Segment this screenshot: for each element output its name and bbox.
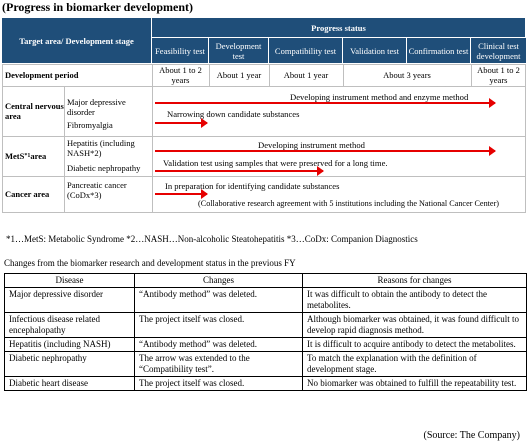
reason-cell: No biomarker was obtained to fulfill the repeatability test. bbox=[303, 377, 527, 391]
arrow-diabetic-nephropathy bbox=[155, 170, 323, 172]
note-instrument-enzyme: Developing instrument method and enzyme method bbox=[290, 92, 469, 102]
source-note: (Source: The Company) bbox=[423, 430, 520, 441]
period-feasibility: About 1 to 2 years bbox=[159, 65, 202, 85]
item-pancreatic-cancer: Pancreatic cancer (CoDx*3) bbox=[67, 180, 127, 200]
changes-table bbox=[4, 273, 527, 391]
header-changes: Changes bbox=[135, 274, 303, 288]
stage-clinical: Clinical test development bbox=[471, 38, 526, 64]
disease-cell: Major depressive disorder bbox=[5, 288, 135, 313]
item-hepatitis: Hepatitis (including NASH*2) bbox=[67, 138, 135, 158]
header-reasons: Reasons for changes bbox=[303, 274, 527, 288]
area-mets bbox=[2, 136, 64, 176]
footnote: *1…MetS: Metabolic Syndrome *2…NASH…Non-alcoholic Steatohepatitis *3…CoDx: Companion Diagnostics bbox=[6, 234, 418, 244]
table-row bbox=[5, 288, 527, 313]
reason-cell: Although biomarker was obtained, it was found difficult to develop rapid diagnosis method. bbox=[303, 313, 527, 338]
disease-cell: Diabetic nephropathy bbox=[5, 352, 135, 377]
disease-cell: Infectious disease related encephalopathy bbox=[5, 313, 135, 338]
change-cell: The project itself was closed. bbox=[135, 377, 303, 391]
stage-validation: Validation test bbox=[343, 38, 407, 64]
table-row bbox=[5, 352, 527, 377]
arrow-major-depressive bbox=[155, 102, 495, 104]
changes-header-row bbox=[5, 274, 527, 288]
reason-cell: To match the explanation with the definition of development stage. bbox=[303, 352, 527, 377]
stage-development: Development test bbox=[209, 38, 269, 64]
area-mets-suffix: area bbox=[30, 151, 47, 161]
stage-feasibility: Feasibility test bbox=[152, 38, 209, 64]
area-central-nervous: Central nervous area bbox=[5, 101, 64, 121]
stage-confirmation: Confirmation test bbox=[407, 38, 471, 64]
period-compatibility: About 1 year bbox=[283, 70, 329, 80]
disease-cell: Diabetic heart disease bbox=[5, 377, 135, 391]
page-title: (Progress in biomarker development) bbox=[2, 0, 193, 14]
area-mets-label: MetS bbox=[5, 151, 25, 161]
table-row bbox=[5, 338, 527, 352]
table-row bbox=[5, 313, 527, 338]
reason-cell: It was difficult to obtain the antibody to detect the metabolites. bbox=[303, 288, 527, 313]
target-area-header: Target area/ Development stage bbox=[2, 18, 152, 64]
period-development: About 1 year bbox=[216, 70, 262, 80]
note-narrowing-down: Narrowing down candidate substances bbox=[167, 109, 300, 119]
changes-title: Changes from the biomarker research and development status in the previous FY bbox=[4, 258, 296, 268]
change-cell: The arrow was extended to the “Compatibility test”. bbox=[135, 352, 303, 377]
table-row bbox=[5, 377, 527, 391]
progress-table bbox=[2, 18, 526, 213]
arrow-fibromyalgia bbox=[155, 122, 207, 124]
change-cell: “Antibody method” was deleted. bbox=[135, 288, 303, 313]
arrow-hepatitis bbox=[155, 150, 495, 152]
note-preparation: In preparation for identifying candidate substances bbox=[165, 181, 340, 191]
period-clinical: About 1 to 2 years bbox=[477, 65, 520, 85]
note-instrument: Developing instrument method bbox=[258, 140, 365, 150]
change-cell: The project itself was closed. bbox=[135, 313, 303, 338]
stage-compatibility: Compatibility test bbox=[269, 38, 343, 64]
area-mets-sup: *1 bbox=[24, 153, 31, 159]
reason-cell: It is difficult to acquire antibody to detect the metabolites. bbox=[303, 338, 527, 352]
arrow-pancreatic-cancer bbox=[155, 193, 207, 195]
item-diabetic-nephropathy: Diabetic nephropathy bbox=[67, 163, 141, 173]
change-cell: “Antibody method” was deleted. bbox=[135, 338, 303, 352]
disease-cell: Hepatitis (including NASH) bbox=[5, 338, 135, 352]
progress-status-header: Progress status bbox=[152, 18, 526, 38]
note-collaborative: (Collaborative research agreement with 5 institutions including the National Cancer Center) bbox=[198, 199, 500, 208]
note-validation-samples: Validation test using samples that were preserved for a long time. bbox=[163, 158, 388, 168]
header-disease: Disease bbox=[5, 274, 135, 288]
item-major-depressive: Major depressive disorder bbox=[67, 97, 126, 117]
item-fibromyalgia: Fibromyalgia bbox=[67, 120, 113, 130]
period-validation-confirmation: About 3 years bbox=[383, 70, 431, 80]
area-cancer: Cancer area bbox=[5, 189, 50, 199]
development-period-label: Development period bbox=[5, 70, 79, 80]
